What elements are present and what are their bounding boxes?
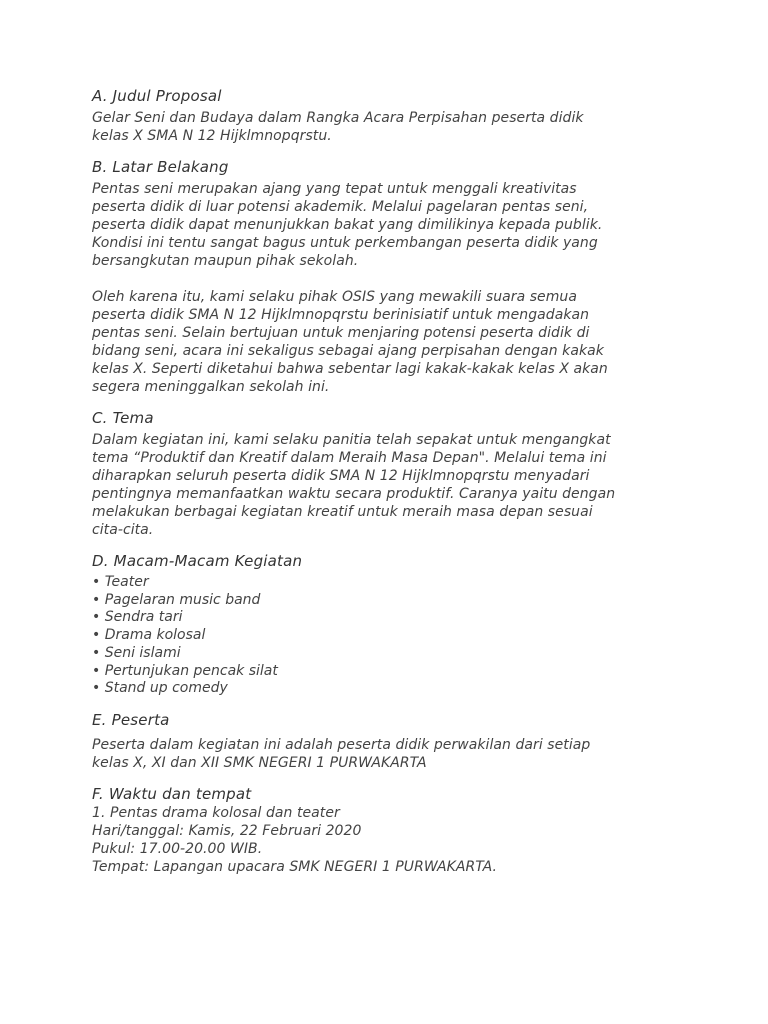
paragraph <box>92 288 692 396</box>
text-line: bersangkutan maupun pihak sekolah. <box>92 253 359 269</box>
text-line: Pukul: 17.00-20.00 WIB. <box>92 840 263 857</box>
text-line: pentingnya memanfaatkan waktu secara produktif. Caranya yaitu dengan <box>92 486 616 502</box>
section-title: C. Tema <box>92 409 154 427</box>
text-line: Gelar Seni dan Budaya dalam Rangka Acara Perpisahan peserta didik <box>92 110 584 126</box>
text-line: segera meninggalkan sekolah ini. <box>92 379 330 395</box>
text-line: kelas X. Seperti diketahui bahwa sebentar lagi kakak-kakak kelas X akan <box>92 361 608 377</box>
section-title: B. Latar Belakang <box>92 158 229 176</box>
section-macam-kegiatan <box>92 551 692 698</box>
list-item: • Seni islami <box>92 644 181 661</box>
paragraph <box>92 431 692 539</box>
paragraph <box>92 180 692 270</box>
list-item: • Drama kolosal <box>92 627 206 644</box>
list-item: • Teater <box>92 574 149 590</box>
text-line: Dalam kegiatan ini, kami selaku panitia telah sepakat untuk mengangkat <box>92 432 611 448</box>
paragraph <box>92 736 692 772</box>
text-line: cita-cita. <box>92 522 154 538</box>
text-line: Oleh karena itu, kami selaku pihak OSIS yang mewakili suara semua <box>92 289 577 305</box>
text-line: bidang seni, acara ini sekaligus sebagai ajang perpisahan dengan kakak <box>92 343 604 359</box>
text-line: peserta didik dapat menunjukkan bakat yang dimilikinya kepada publik. <box>92 217 603 233</box>
text-line: Hari/tanggal: Kamis, 22 Februari 2020 <box>92 822 362 839</box>
text-line: Tempat: Lapangan upacara SMK NEGERI 1 PURWAKARTA. <box>92 858 498 875</box>
section-title: E. Peserta <box>92 710 170 729</box>
text-line: Peserta dalam kegiatan ini adalah peserta didik perwakilan dari setiap <box>92 736 591 753</box>
text-line: kelas X, XI dan XII SMK NEGERI 1 PURWAKARTA <box>92 754 427 771</box>
paragraph <box>92 804 692 876</box>
section-judul-proposal <box>92 86 692 145</box>
activity-list <box>92 574 692 698</box>
list-item: • Pertunjukan pencak silat <box>92 662 278 679</box>
document-page <box>92 86 692 876</box>
paragraph <box>92 109 692 145</box>
text-line: 1. Pentas drama kolosal dan teater <box>92 804 340 821</box>
list-item: • Sendra tari <box>92 609 183 626</box>
section-latar-belakang <box>92 157 692 396</box>
list-item: • Stand up comedy <box>92 680 228 697</box>
text-line: Pentas seni merupakan ajang yang tepat untuk menggali kreativitas <box>92 181 577 197</box>
section-tema <box>92 408 692 539</box>
section-title: F. Waktu dan tempat <box>92 784 252 803</box>
text-line: tema “Produktif dan Kreatif dalam Meraih Masa Depan". Melalui tema ini <box>92 450 607 466</box>
text-line: peserta didik SMA N 12 Hijklmnopqrstu berinisiatif untuk mengadakan <box>92 307 590 323</box>
section-peserta <box>92 710 692 772</box>
section-title: D. Macam-Macam Kegiatan <box>92 552 303 570</box>
section-waktu-tempat <box>92 784 692 876</box>
text-line: peserta didik di luar potensi akademik. Melalui pagelaran pentas seni, <box>92 199 589 215</box>
text-line: kelas X SMA N 12 Hijklmnopqrstu. <box>92 128 332 144</box>
list-item: • Pagelaran music band <box>92 591 261 608</box>
text-line: Kondisi ini tentu sangat bagus untuk perkembangan peserta didik yang <box>92 235 598 251</box>
text-line: diharapkan seluruh peserta didik SMA N 12 Hijklmnopqrstu menyadari <box>92 468 590 484</box>
text-line: pentas seni. Selain bertujuan untuk menjaring potensi peserta didik di <box>92 325 590 341</box>
section-title: A. Judul Proposal <box>92 87 222 105</box>
text-line: melakukan berbagai kegiatan kreatif untuk meraih masa depan sesuai <box>92 504 593 520</box>
